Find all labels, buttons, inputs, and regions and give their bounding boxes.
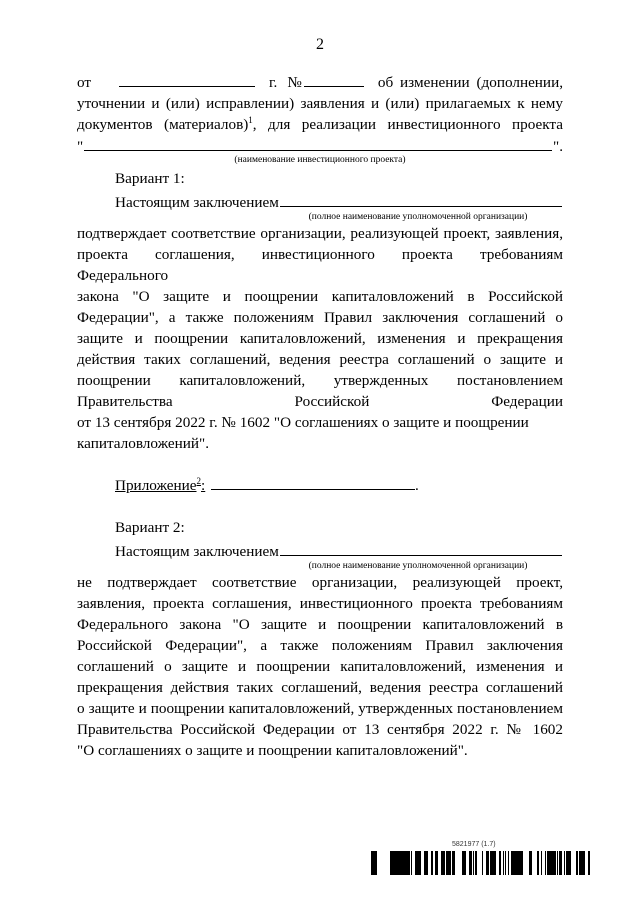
project-caption: (наименование инвестиционного проекта) — [234, 155, 406, 165]
variant-1-org-blank — [280, 191, 562, 207]
variant-1-line: Федерации", а также положениям Правил заключения соглашений о — [77, 309, 563, 326]
variant-2-line: соглашений о защите и поощрении капиталовложений, изменения и — [77, 658, 563, 675]
variant-1-line: поощрении капиталовложений, утвержденных постановлением — [77, 372, 563, 389]
appendix-line — [77, 475, 563, 496]
header-line-1-rest: об изменении (дополнении, — [377, 74, 563, 91]
variant-1-line: проекта соглашения, инвестиционного проекта требованиям Федерального — [77, 246, 563, 284]
variant-2-line: Федерального закона "О защите и поощрении капиталовложений в — [77, 616, 563, 633]
header-line-3-start: документов (материалов) — [77, 116, 249, 133]
variant-1-body — [77, 223, 563, 454]
appendix-label: Приложение — [115, 477, 197, 494]
variant-2-line: Российской Федерации", а также положениям Правил заключения — [77, 637, 563, 654]
variant-2-line: Правительства Российской Федерации от 13 сентября 2022 г. № 1602 — [77, 721, 563, 738]
number-label: № — [287, 74, 302, 91]
variant-2-org-caption: (полное наименование уполномоченной организации) — [308, 561, 528, 571]
header-line-2: уточнении и (или) исправлении) заявления и (или) прилагаемых к нему — [77, 95, 563, 112]
barcode-image — [368, 851, 590, 875]
variant-2-title: Вариант 2: — [115, 519, 185, 536]
header-line-1 — [77, 72, 563, 93]
page-number: 2 — [316, 36, 324, 53]
variant-2-line: прекращения действия таких соглашений, ведения реестра соглашений — [77, 679, 563, 696]
variant-2-org-blank — [280, 540, 562, 556]
from-label: от — [77, 74, 92, 91]
date-blank — [119, 72, 255, 87]
variant-2-line: "О соглашениях о защите и поощрении капиталовложений". — [77, 742, 468, 759]
variant-1-line: от 13 сентября 2022 г. № 1602 "О соглашениях о защите и поощрении — [77, 414, 529, 431]
variant-1-lead: Настоящим заключением — [115, 194, 279, 211]
header-line-3 — [77, 114, 563, 135]
number-blank — [304, 72, 364, 87]
quote-open: " — [77, 138, 84, 155]
variant-1-line: действия таких соглашений, ведения реестра соглашений о защите и — [77, 351, 563, 368]
variant-1-line: закона "О защите и поощрении капиталовложений в Российской — [77, 288, 563, 305]
variant-2-lead-line — [77, 540, 563, 562]
variant-1-line: Правительства Российской Федерации — [77, 393, 563, 410]
barcode-label: 5821977 (1.7) — [452, 841, 496, 848]
variant-2-lead: Настоящим заключением — [115, 543, 279, 560]
variant-1-line: капиталовложений". — [77, 435, 209, 452]
header-line-3-end: , для реализации инвестиционного проекта — [252, 116, 563, 133]
variant-1-title: Вариант 1: — [115, 170, 185, 187]
year-label: г. — [269, 74, 278, 91]
appendix-blank — [211, 475, 415, 490]
project-name-line — [77, 135, 563, 157]
variant-1-line: подтверждает соответствие организации, реализующей проект, заявления, — [77, 225, 563, 242]
appendix-end: . — [415, 477, 419, 494]
project-name-blank — [84, 135, 552, 151]
variant-1-lead-line — [77, 191, 563, 213]
variant-2-line: о защите и поощрении капиталовложений, утвержденных постановлением — [77, 700, 563, 717]
variant-2-line: не подтверждает соответствие организации, реализующей проект, — [77, 574, 563, 591]
quote-close: ". — [553, 138, 563, 155]
document-body — [77, 72, 563, 761]
variant-1-line: защите и поощрении капиталовложений, изменения и прекращения — [77, 330, 563, 347]
variant-2-line: заявления, проекта соглашения, инвестиционного проекта требованиям — [77, 595, 563, 612]
footnote-2: 2 — [196, 475, 202, 486]
variant-2-body — [77, 572, 563, 761]
appendix-colon: : — [201, 477, 206, 494]
footnote-1: 1 — [248, 114, 253, 125]
variant-1-org-caption: (полное наименование уполномоченной организации) — [308, 212, 528, 222]
